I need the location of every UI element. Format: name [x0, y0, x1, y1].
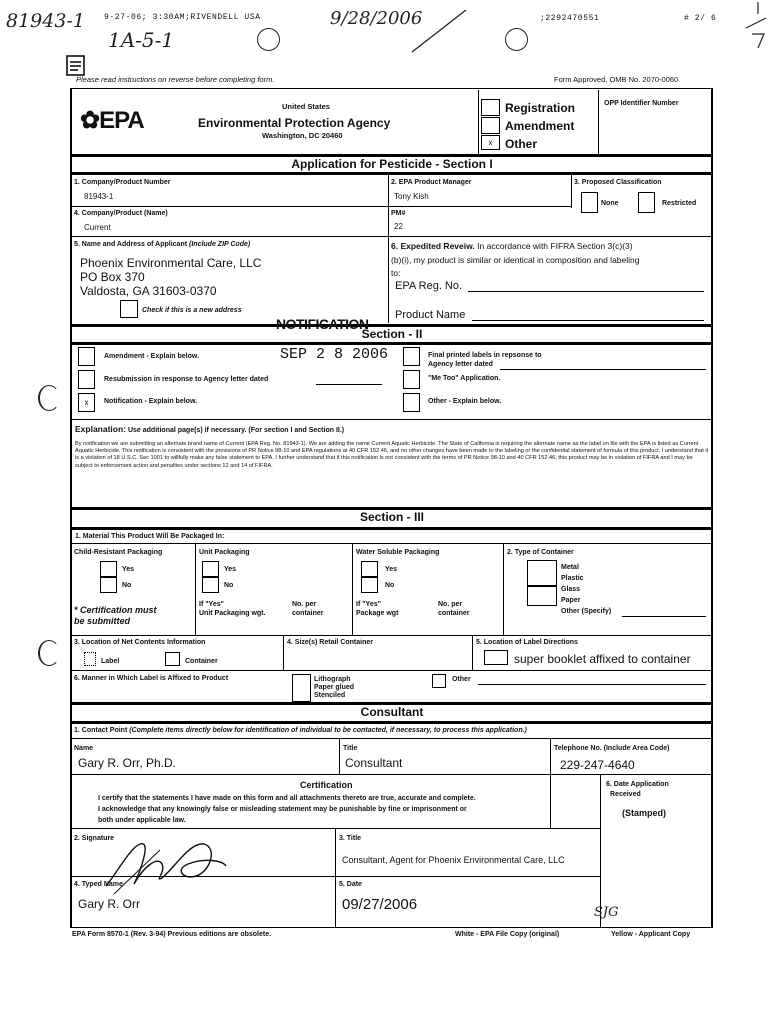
instructions-text: Please read instructions on reverse before completing form.	[76, 75, 275, 84]
notification-stamp: NOTIFICATION	[276, 316, 369, 332]
resubmission-date-field[interactable]	[316, 384, 382, 385]
applicant-city[interactable]: Valdosta, GA 31603-0370	[80, 284, 217, 298]
me-too-label: "Me Too" Application.	[428, 375, 501, 382]
unit-yes-label: Yes	[224, 566, 237, 573]
title3-label: 3. Title	[339, 835, 362, 842]
water-no-label: No	[385, 582, 395, 589]
net-container: Container	[185, 658, 218, 665]
punch-hole-circle	[38, 385, 60, 411]
product-name2-label: Product Name	[395, 309, 466, 321]
handwritten-date: 9/28/2006	[330, 8, 423, 29]
affix-other-label: Other	[452, 676, 471, 683]
label-directions-label: 5. Location of Label Directions	[476, 639, 578, 646]
reg-number-field[interactable]	[468, 291, 704, 292]
contact-title-value[interactable]: Consultant	[345, 756, 403, 770]
notification-checkbox[interactable]: x	[78, 393, 95, 412]
label-directions-checkbox[interactable]	[484, 650, 508, 665]
label-directions-value[interactable]: super booklet affixed to container	[514, 652, 691, 666]
handwritten-page-mark	[744, 0, 768, 50]
paper-glued-label: Paper glued	[314, 684, 355, 691]
yellow-copy: Yellow - Applicant Copy	[611, 931, 691, 938]
typed-name-label: 4. Typed Name	[74, 881, 123, 888]
contact-name-value[interactable]: Gary R. Orr, Ph.D.	[78, 756, 177, 770]
classification-restricted-checkbox[interactable]	[638, 192, 655, 213]
type-container-label: 2. Type of Container	[507, 549, 574, 556]
unit-packaging-wgt: Unit Packaging wgt.	[199, 610, 266, 617]
white-copy: White - EPA File Copy (original)	[455, 931, 560, 938]
reg-number-label: EPA Reg. No.	[395, 280, 463, 292]
title3-value[interactable]: Consultant, Agent for Phoenix Environmental Care, LLC	[342, 855, 565, 865]
affix-other-field[interactable]	[478, 684, 706, 685]
applicant-name[interactable]: Phoenix Environmental Care, LLC	[80, 256, 262, 270]
section-4-title: Consultant	[360, 705, 424, 719]
container-glass-paper-checkbox[interactable]	[527, 586, 557, 606]
date-received-label2: Received	[610, 791, 641, 798]
omb-approval: Form Approved. OMB No. 2070-0060	[554, 75, 679, 84]
handwritten-signature	[100, 830, 230, 902]
section-2-title: Section - II	[361, 327, 423, 341]
notepad-icon	[66, 55, 86, 77]
child-yes-checkbox[interactable]	[100, 561, 117, 577]
opp-identifier-label: OPP Identifier Number	[604, 100, 679, 107]
container-other: Other (Specify)	[561, 608, 612, 615]
final-printed-checkbox[interactable]	[403, 347, 420, 366]
water-soluble-label: Water Soluble Packaging	[356, 549, 440, 556]
contact-title-label: Title	[343, 745, 358, 752]
date-received-label: 6. Date Application	[606, 781, 669, 788]
new-address-label: Check if this is a new address	[142, 307, 242, 314]
child-no-checkbox[interactable]	[100, 577, 117, 593]
certification-text3: both under applicable law.	[98, 817, 186, 824]
date-label: 5. Date	[339, 881, 362, 888]
unit-no-label: No	[224, 582, 234, 589]
child-yes-label: Yes	[122, 566, 135, 573]
other-explain-checkbox[interactable]	[403, 393, 420, 412]
water-yes-checkbox[interactable]	[361, 561, 378, 577]
handwritten-slash	[410, 6, 470, 56]
handwritten-initials: SJG	[594, 905, 619, 920]
contact-point: 1. Contact Point (Complete items directly below for identification of individual to be contacted, if necessary, to process this application.)	[74, 727, 527, 734]
classification-none-checkbox[interactable]	[581, 192, 598, 213]
explanation-text[interactable]: By notification we are submitting an alternate brand name of Current (EPA Reg. No. 81943-1). We are adding the name Current Aquatic Herbicide. The State of California is requiring the alternate name as the label on file with the EPA is listed as Current Aquatic Herbicide. This notification is consistent with the provisions of PR Notice 98-10 and EPA regulations at 40 CFR 152.46, and no other changes have been made to the labeling or the confidential statement of formula of this product. I understand that it is a violation of 18 U.S.C. Sec 1001 to willfully make any false statement to EPA. I further understand that if this notification is not consistent with the terms of PR Notice 98-10 and 40 CFR 152.46, this product may be in violation of FIFRA and I may be subject to enforcement action and penalties under sections 12 and 14 of FIFRA.	[75, 441, 709, 469]
classification-label: 3. Proposed Classification	[574, 179, 662, 186]
container-metal-plastic-checkbox[interactable]	[527, 560, 557, 586]
amendment-label: Amendment	[505, 119, 575, 133]
other-checkbox[interactable]: x	[481, 135, 500, 150]
date-value[interactable]: 09/27/2006	[342, 896, 418, 913]
product-name2-field[interactable]	[472, 320, 704, 321]
expedited-to: to:	[391, 268, 401, 278]
packaged-label: 1. Material This Product Will Be Packaged In:	[75, 533, 225, 540]
pm-number-value[interactable]: 22	[394, 222, 403, 231]
amendment-checkbox[interactable]	[481, 117, 500, 134]
retail-size-label: 4. Size(s) Retail Container	[287, 639, 373, 646]
container-other-field[interactable]	[622, 616, 706, 617]
phone-label: Telephone No. (Include Area Code)	[554, 745, 670, 752]
expedited-review: 6. Expedited Reveiw. In accordance with FIFRA Section 3(c)(3)	[391, 241, 633, 251]
water-package-wgt: Package wgt	[356, 610, 399, 617]
agency-city: Washington, DC 20460	[262, 131, 343, 140]
epa-logo: ✿EPA	[80, 107, 144, 134]
water-no-checkbox[interactable]	[361, 577, 378, 593]
united-states: United States	[282, 102, 330, 111]
fax-transmission-line: 9-27-06; 3:30AM;RIVENDELL USA	[104, 13, 261, 22]
certification-heading: Certification	[300, 780, 353, 790]
certification-text1: I certify that the statements I have made on this form and all attachments thereto are true, accurate and complete.	[98, 795, 476, 802]
me-too-checkbox[interactable]	[403, 370, 420, 389]
container-paper: Paper	[561, 597, 581, 604]
applicant-label: 5. Name and Address of Applicant (Include ZIP Code)	[74, 241, 251, 248]
notification-label: Notification - Explain below.	[104, 398, 198, 405]
section-1-title: Application for Pesticide - Section I	[291, 157, 493, 171]
handwritten-file-number: 81943-1	[6, 10, 85, 32]
fax-page-number: # 2/ 6	[684, 14, 717, 23]
contact-name-label: Name	[74, 745, 94, 752]
registration-checkbox[interactable]	[481, 99, 500, 116]
certification-note: * Certification must	[74, 605, 157, 615]
fax-number: ;2292470551	[540, 14, 600, 23]
classification-restricted-label: Restricted	[662, 200, 697, 207]
product-name-label: 4. Company/Product (Name)	[74, 210, 168, 217]
company-number-label: 1. Company/Product Number	[74, 179, 171, 186]
stenciled-label: Stenciled	[314, 692, 346, 699]
punch-hole-circle	[38, 640, 60, 666]
other-explain-label: Other - Explain below.	[428, 398, 502, 405]
explanation-heading: Explanation: Use additional page(s) if necessary. (For section I and Section II.)	[75, 424, 345, 434]
unit-yes-checkbox[interactable]	[202, 561, 219, 577]
final-printed-date-field[interactable]	[500, 369, 706, 370]
other-label: Other	[505, 137, 538, 151]
new-address-checkbox[interactable]	[120, 300, 138, 318]
product-manager-label: 2. EPA Product Manager	[391, 179, 472, 186]
water-container: container	[438, 610, 470, 617]
child-resistant-label: Child-Resistant Packaging	[74, 549, 163, 556]
agency-name: Environmental Protection Agency	[198, 116, 391, 130]
unit-no-per: No. per	[292, 601, 317, 608]
child-no-label: No	[122, 582, 132, 589]
certification-text2: I acknowledge that any knowingly false or misleading statement may be punishable by fine or imprisonment or	[98, 806, 467, 813]
handwritten-code: 1A-5-1	[108, 28, 175, 52]
water-no-per: No. per	[438, 601, 463, 608]
section-3-title: Section - III	[359, 510, 424, 524]
net-label-checkbox[interactable]	[84, 652, 96, 666]
punch-hole-circle	[257, 28, 280, 51]
product-manager-value[interactable]: Tony Kish	[394, 192, 429, 201]
epa-logo-icon: ✿	[80, 107, 100, 134]
amendment-explain-checkbox[interactable]	[78, 347, 95, 366]
unit-container: container	[292, 610, 324, 617]
registration-label: Registration	[505, 101, 576, 115]
resubmission-checkbox[interactable]	[78, 370, 95, 389]
water-if-yes: If "Yes"	[356, 601, 381, 608]
unit-no-checkbox[interactable]	[202, 577, 219, 593]
net-label: Label	[101, 658, 120, 665]
expedited-text: (b)(i), my product is similar or identical in composition and labeling	[391, 255, 640, 265]
classification-none-label: None	[601, 200, 619, 207]
product-name-value[interactable]: Current	[84, 223, 111, 232]
lithograph-label: Lithograph	[314, 676, 351, 683]
resubmission-label: Resubmission in response to Agency letter dated	[104, 376, 269, 383]
typed-name-value[interactable]: Gary R. Orr	[78, 897, 140, 911]
stamped-label: (Stamped)	[622, 808, 667, 818]
company-number-value[interactable]: 81943-1	[84, 192, 114, 201]
manner-affixed-label: 6. Manner in Which Label is Affixed to Product	[74, 675, 229, 682]
affix-other-checkbox[interactable]	[432, 674, 446, 688]
unit-packaging-label: Unit Packaging	[199, 549, 250, 556]
applicant-address[interactable]: PO Box 370	[80, 270, 145, 284]
net-contents-label: 3. Location of Net Contents Information	[74, 639, 206, 646]
final-printed-label: Final printed labels in repsonse to	[428, 352, 542, 359]
net-container-checkbox[interactable]	[165, 652, 180, 666]
signature-label: 2. Signature	[74, 835, 115, 842]
lithograph-checkbox[interactable]	[292, 674, 311, 702]
form-number: EPA Form 8570-1 (Rev. 3-94) Previous editions are obsolete.	[72, 931, 272, 938]
amendment-explain-label: Amendment - Explain below.	[104, 353, 200, 360]
unit-if-yes: If "Yes"	[199, 601, 224, 608]
received-date-stamp: SEP 2 8 2006	[280, 346, 389, 363]
certification-note2: be submitted	[74, 616, 131, 626]
phone-value[interactable]: 229-247-4640	[560, 758, 635, 772]
container-glass: Glass	[561, 586, 581, 593]
final-printed-label2: Agency letter dated	[428, 361, 493, 368]
container-plastic: Plastic	[561, 575, 584, 582]
container-metal: Metal	[561, 564, 579, 571]
water-yes-label: Yes	[385, 566, 398, 573]
pm-number-label: PM#	[391, 210, 406, 217]
punch-hole-circle	[505, 28, 528, 51]
